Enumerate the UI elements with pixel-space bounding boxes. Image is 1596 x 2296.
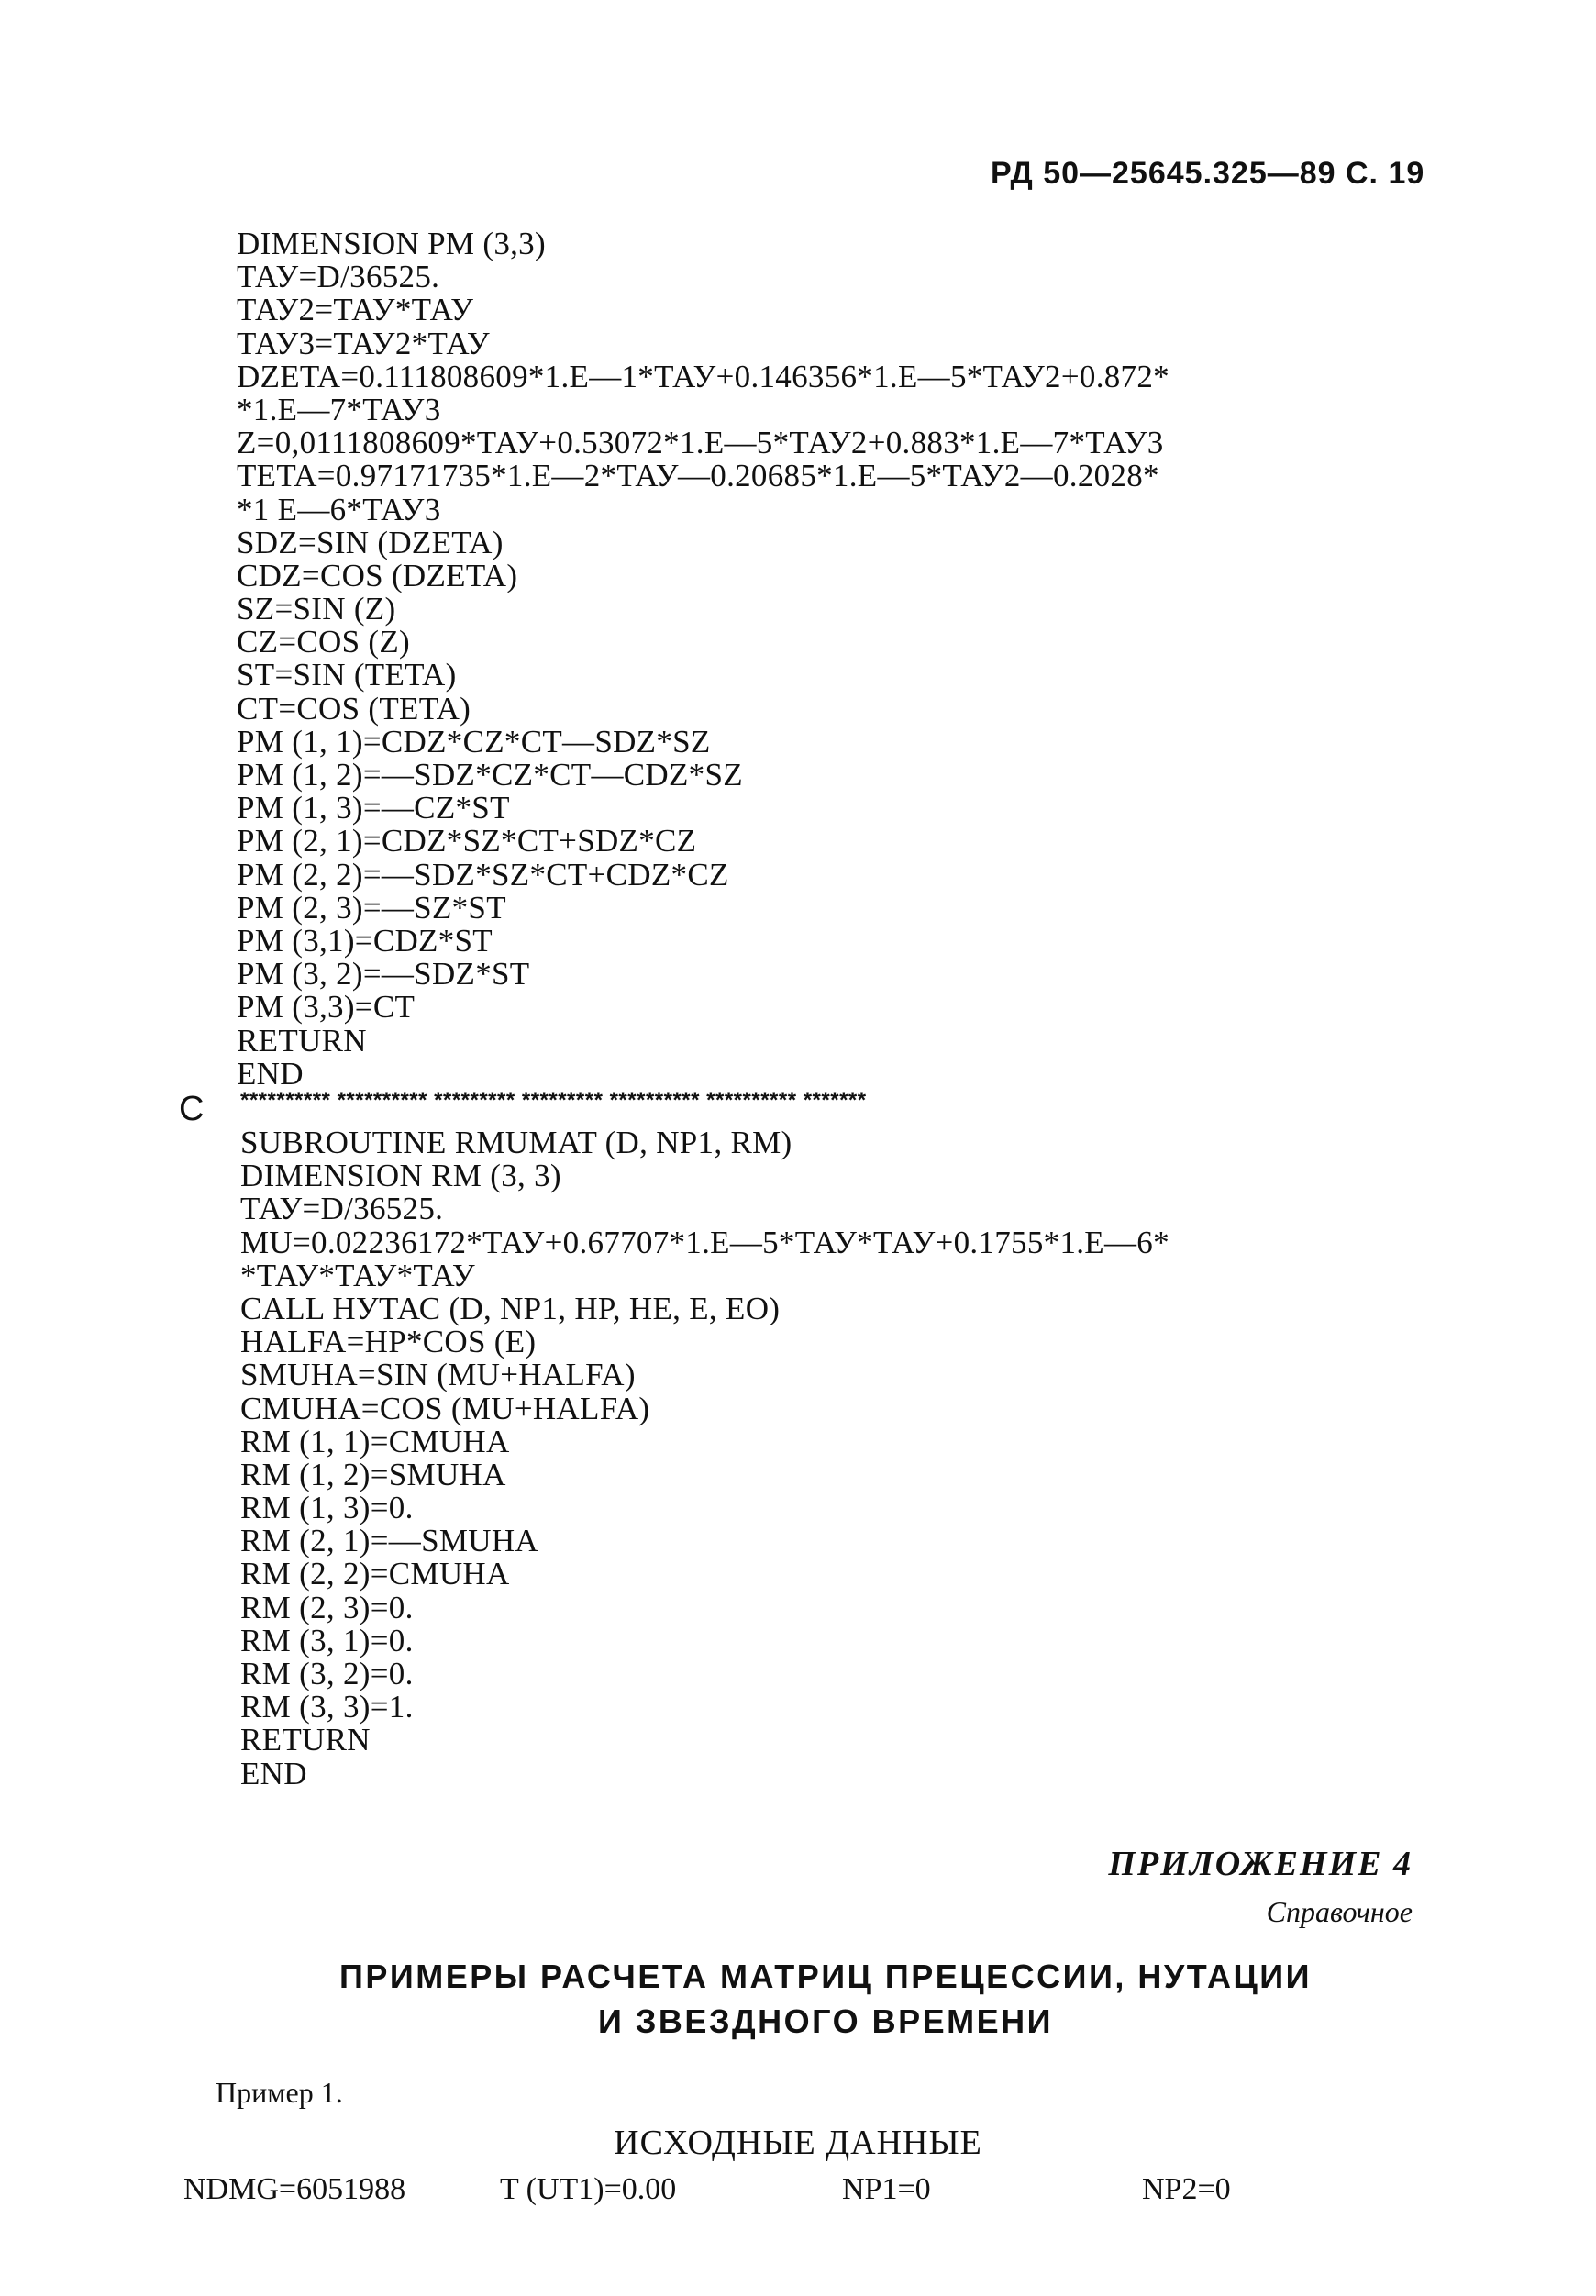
code-line: PM (2, 3)=—SZ*ST <box>237 889 506 926</box>
code-line: RM (3, 2)=0. <box>240 1656 414 1691</box>
code-line: PM (3, 2)=—SDZ*ST <box>237 956 530 993</box>
example-label: Пример 1. <box>216 2076 343 2109</box>
code-line: RM (3, 3)=1. <box>240 1689 414 1725</box>
section-title-line-2: И ЗВЕЗДНОГО ВРЕМЕНИ <box>598 2002 1053 2040</box>
comment-marker: C <box>179 1090 205 1128</box>
param-np1: NP1=0 <box>842 2172 931 2206</box>
code-line: PM (1, 1)=CDZ*CZ*CT—SDZ*SZ <box>237 723 711 760</box>
param-t-ut1: T (UT1)=0.00 <box>500 2172 677 2206</box>
code-line: RM (2, 3)=0. <box>240 1589 414 1625</box>
code-line: CALL НУТАС (D, NP1, HP, HE, E, EO) <box>240 1290 781 1326</box>
code-line: RM (1, 2)=SMUHA <box>240 1456 506 1492</box>
code-line: PM (1, 3)=—CZ*ST <box>237 790 510 826</box>
code-line: ТАУ3=ТАУ2*ТАУ <box>237 325 490 361</box>
code-line: ТАУ2=ТАУ*ТАУ <box>237 292 474 328</box>
code-line: RM (2, 2)=CMUHA <box>240 1556 510 1592</box>
code-line: HALFA=HP*COS (E) <box>240 1324 537 1360</box>
code-line: ТАУ=D/36525. <box>237 259 440 295</box>
comment-separator: ********** ********** ********* ********* ********** ********** ******* <box>240 1088 867 1113</box>
code-line: *1.E—7*ТАУ3 <box>237 391 441 427</box>
code-line: PM (3,3)=CT <box>237 989 416 1026</box>
param-ndmg: NDMG=6051988 <box>183 2172 406 2206</box>
code-line: RETURN <box>240 1722 371 1758</box>
code-line: Z=0,0111808609*ТАУ+0.53072*1.E—5*ТАУ2+0.883*1.E—7*ТАУ3 <box>237 425 1164 461</box>
page-header: РД 50—25645.325—89 С. 19 <box>991 156 1425 191</box>
code-line: CZ=COS (Z) <box>237 624 410 660</box>
input-data-heading: ИСХОДНЫЕ ДАННЫЕ <box>614 2124 982 2162</box>
code-line: RETURN <box>237 1022 367 1059</box>
code-line: DIMENSION PM (3,3) <box>237 226 546 261</box>
code-block-precession <box>237 227 1169 1091</box>
code-line: TETA=0.97171735*1.E—2*ТАУ—0.20685*1.E—5*ТАУ2—0.2028* <box>237 458 1159 494</box>
code-line: PM (3,1)=CDZ*ST <box>237 922 493 959</box>
code-line: RM (2, 1)=—SMUHA <box>240 1523 538 1559</box>
code-line: SZ=SIN (Z) <box>237 591 396 627</box>
appendix-title: ПРИЛОЖЕНИЕ 4 <box>1108 1845 1413 1883</box>
code-line: SUBROUTINE RMUMAT (D, NP1, RM) <box>240 1125 792 1160</box>
code-line: ТАУ=D/36525. <box>240 1191 444 1227</box>
code-line: CT=COS (TETA) <box>237 690 471 727</box>
code-line: MU=0.02236172*ТАУ+0.67707*1.E—5*ТАУ*ТАУ+0.1755*1.E—6* <box>240 1224 1169 1260</box>
code-line: END <box>240 1755 307 1791</box>
code-line: DZETA=0.111808609*1.E—1*ТАУ+0.146356*1.E—5*ТАУ2+0.872* <box>237 358 1169 394</box>
code-line: PM (2, 1)=CDZ*SZ*CT+SDZ*CZ <box>237 823 697 860</box>
code-line: RM (3, 1)=0. <box>240 1622 414 1658</box>
code-line: RM (1, 3)=0. <box>240 1490 414 1526</box>
code-line: END <box>237 1055 304 1092</box>
code-line: ST=SIN (TETA) <box>237 657 457 693</box>
code-line: RM (1, 1)=CMUHA <box>240 1423 510 1459</box>
code-line: SDZ=SIN (DZETA) <box>237 524 504 560</box>
code-line: CMUHA=COS (MU+HALFA) <box>240 1390 650 1426</box>
param-np2: NP2=0 <box>1142 2172 1231 2206</box>
code-line: *1 E—6*ТАУ3 <box>237 491 441 527</box>
code-block-rmumat <box>240 1126 1169 1791</box>
code-line: *ТАУ*ТАУ*ТАУ <box>240 1257 475 1293</box>
section-title-line-1: ПРИМЕРЫ РАСЧЕТА МАТРИЦ ПРЕЦЕССИИ, НУТАЦИИ <box>338 1958 1313 1995</box>
appendix-subtitle: Справочное <box>1266 1895 1413 1928</box>
code-line: PM (1, 2)=—SDZ*CZ*CT—CDZ*SZ <box>237 757 743 793</box>
code-line: PM (2, 2)=—SDZ*SZ*CT+CDZ*CZ <box>237 856 729 893</box>
code-line: DIMENSION RM (3, 3) <box>240 1158 561 1194</box>
code-line: SMUHA=SIN (MU+HALFA) <box>240 1357 636 1393</box>
code-line: CDZ=COS (DZETA) <box>237 557 518 593</box>
